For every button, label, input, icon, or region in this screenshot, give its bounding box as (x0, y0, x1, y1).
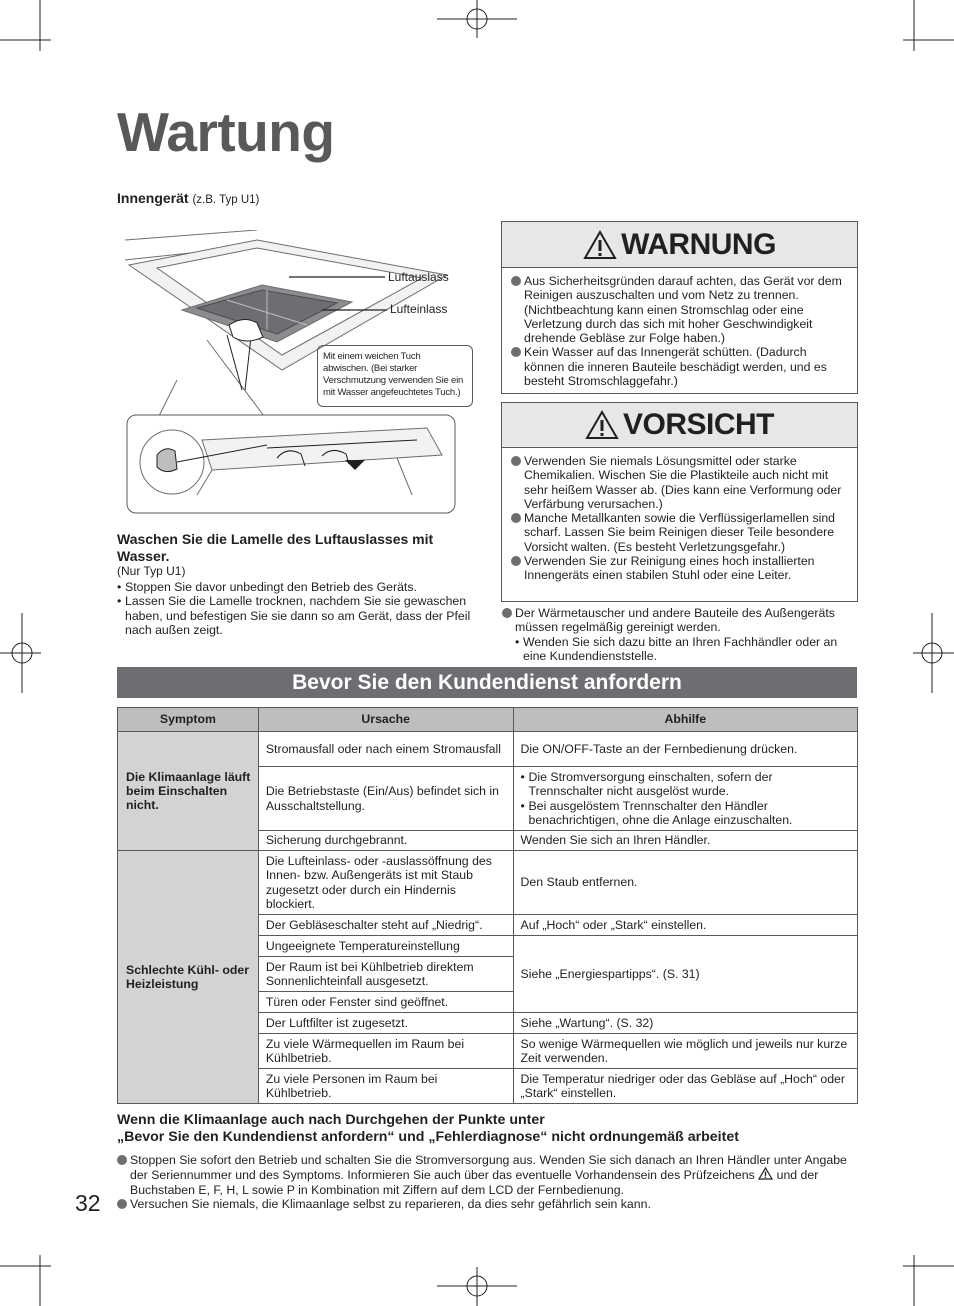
washing-list (117, 580, 487, 637)
remedy-cell: Die Temperatur niedriger oder das Gebläse auf „Hoch“ oder „Stark“ einstellen. (513, 1069, 857, 1104)
caution-item: Verwenden Sie zur Reinigung eines hoch installierten Innengeräts einen stabilen Stuhl oder eine Leiter. (511, 554, 849, 583)
outdoor-unit-note: Der Wärmetauscher und andere Bauteile des Außengeräts müssen regelmäßig gereinigt werden. • Wenden Sie sich dazu bitte an Ihren Fachhändler oder an eine Kundendienststelle. (502, 606, 858, 663)
caution-header (502, 403, 857, 448)
cause-cell: Der Raum ist bei Kühlbetrieb direktem Sonnenlichteinfall ausgesetzt. (258, 957, 513, 992)
malfunction-list (117, 1153, 857, 1211)
bullet-icon (511, 347, 521, 357)
bullet-icon (502, 608, 512, 618)
washing-heading: Waschen Sie die Lamelle des Luftauslasses mit Wasser. (117, 531, 434, 564)
washing-note: (Nur Typ U1) (117, 564, 186, 578)
warning-box (501, 221, 858, 394)
warning-list (502, 268, 857, 392)
caution-item: Manche Metallkanten sowie die Verflüssigerlamellen sind scharf. Lassen Sie beim Reinigen dieser Teile besondere Vorsicht walten. (Es besteht Verletzungsgefahr.) (511, 511, 849, 554)
symptom-cell: Die Klimaanlage läuft beim Einschalten nicht. (118, 732, 259, 851)
remedy-cell: Den Staub entfernen. (513, 851, 857, 915)
washing-item: • Lassen Sie die Lamelle trocknen, nachdem Sie sie gewaschen haben, und befestigen Sie sie dann so am Gerät, dass der Pfeil nach außen zeigt. (117, 594, 471, 637)
remedy-cell: Auf „Hoch“ oder „Stark“ einstellen. (513, 915, 857, 936)
warning-header (502, 222, 857, 268)
cause-cell: Stromausfall oder nach einem Stromausfall (258, 732, 513, 767)
table-header-row (118, 708, 858, 732)
page-title: Wartung (117, 101, 335, 163)
bullet-icon (511, 276, 521, 286)
symptom-cell: Schlechte Kühl- oder Heizleistung (118, 851, 259, 1104)
bullet-icon (117, 1155, 127, 1165)
cause-cell: Sicherung durchgebrannt. (258, 831, 513, 851)
caution-list (502, 448, 857, 587)
warning-item: Kein Wasser auf das Innengerät schütten. (Dadurch können die inneren Bauteile beschädigt werden, und es besteht Stromschlaggefahr.) (511, 345, 849, 388)
indoor-unit-label: Innengerät (117, 190, 189, 206)
malfunction-item: Versuchen Sie niemals, die Klimaanlage selbst zu reparieren, da dies sehr gefährlich sein kann. (117, 1197, 857, 1211)
cause-cell: Türen oder Fenster sind geöffnet. (258, 992, 513, 1013)
header-cause: Ursache (258, 708, 513, 732)
cause-cell: Zu viele Personen im Raum bei Kühlbetrieb. (258, 1069, 513, 1104)
warning-triangle-icon (583, 230, 617, 260)
remedy-cell: Die ON/OFF-Taste an der Fernbedienung drücken. (513, 732, 857, 767)
caution-box (501, 402, 858, 602)
cause-cell: Die Lufteinlass- oder -auslassöffnung des Innen- bzw. Außengeräts ist mit Staub zugesetzt oder durch ein Hindernis blockiert. (258, 851, 513, 915)
troubleshooting-table (117, 707, 858, 1104)
service-banner: Bevor Sie den Kundendienst anfordern (117, 667, 857, 698)
washing-item: • Stoppen Sie davor unbedingt den Betrieb des Geräts. (117, 580, 417, 594)
remedy-cell: Siehe „Wartung“. (S. 32) (513, 1013, 857, 1034)
bullet-icon (117, 1199, 127, 1209)
check-sign-icon (758, 1167, 773, 1180)
air-outlet-label: Luftauslass (388, 270, 449, 284)
caution-item: Verwenden Sie niemals Lösungsmittel oder starke Chemikalien. Wischen Sie die Plastikteile auch nicht mit sehr heißem Wasser ab. (Dies kann eine Verformung oder Verfärbung verursachen.) (511, 454, 849, 511)
caution-triangle-icon (585, 410, 619, 440)
table-row (118, 732, 858, 767)
bullet-icon (511, 456, 521, 466)
malfunction-heading: Wenn die Klimaanlage auch nach Durchgehen der Punkte unter „Bevor Sie den Kundendienst anfordern“ und „Fehlerdiagnose“ nicht ordnungemäß arbeitet (117, 1112, 739, 1145)
wipe-instruction-callout: Mit einem weichen Tuch abwischen. (Bei starker Verschmutzung verwenden Sie ein mit Wasser angefeuchtetes Tuch.) (317, 345, 473, 407)
bullet-icon (511, 556, 521, 566)
indoor-unit-type-note: (z.B. Typ U1) (192, 194, 260, 206)
page-number: 32 (75, 1190, 101, 1216)
cause-cell: Der Gebläseschalter steht auf „Niedrig“. (258, 915, 513, 936)
header-remedy: Abhilfe (513, 708, 857, 732)
caution-title: VORSICHT (622, 408, 774, 441)
bullet-icon (511, 513, 521, 523)
cause-cell: Ungeeignete Temperatureinstellung (258, 936, 513, 957)
malfunction-item: Stoppen Sie sofort den Betrieb und schalten Sie die Stromversorgung aus. Wenden Sie sich danach an Ihren Händler unter Angabe der Seriennummer und des Symptoms. Informieren Sie auch über das eventuelle Vorhandensein des Prüfzeichens und der Buchstaben E, F, H, L sowie P in Kombination mit Ziffern auf dem LCD der Fernbedienung. (117, 1153, 857, 1197)
indoor-unit-heading (117, 190, 259, 206)
table-row (118, 851, 858, 915)
header-symptom: Symptom (118, 708, 259, 732)
remedy-cell: Siehe „Energiespartipps“. (S. 31) (513, 936, 857, 1013)
cause-cell: Zu viele Wärmequellen im Raum bei Kühlbetrieb. (258, 1034, 513, 1069)
cause-cell: Die Betriebstaste (Ein/Aus) befindet sich in Ausschaltstellung. (258, 767, 513, 831)
air-inlet-label: Lufteinlass (390, 302, 448, 316)
cause-cell: Der Luftfilter ist zugesetzt. (258, 1013, 513, 1034)
warning-item: Aus Sicherheitsgründen darauf achten, das Gerät vor dem Reinigen auszuschalten und vom Netz zu trennen. (Nichtbeachtung kann einen Stromschlag oder eine Verletzung durch das sich mit hoher Geschwindigkeit drehende Gebläse zur Folge haben.) (511, 274, 849, 345)
warning-title: WARNUNG (621, 227, 776, 261)
remedy-cell: Wenden Sie sich an Ihren Händler. (513, 831, 857, 851)
remedy-cell: • Die Stromversorgung einschalten, sofern der Trennschalter nicht ausgelöst wurde. • Bei ausgelöstem Trennschalter den Händler benachrichtigen, ohne die Anlage einzuschalten. (513, 767, 857, 831)
remedy-cell: So wenige Wärmequellen wie möglich und jeweils nur kurze Zeit verwenden. (513, 1034, 857, 1069)
